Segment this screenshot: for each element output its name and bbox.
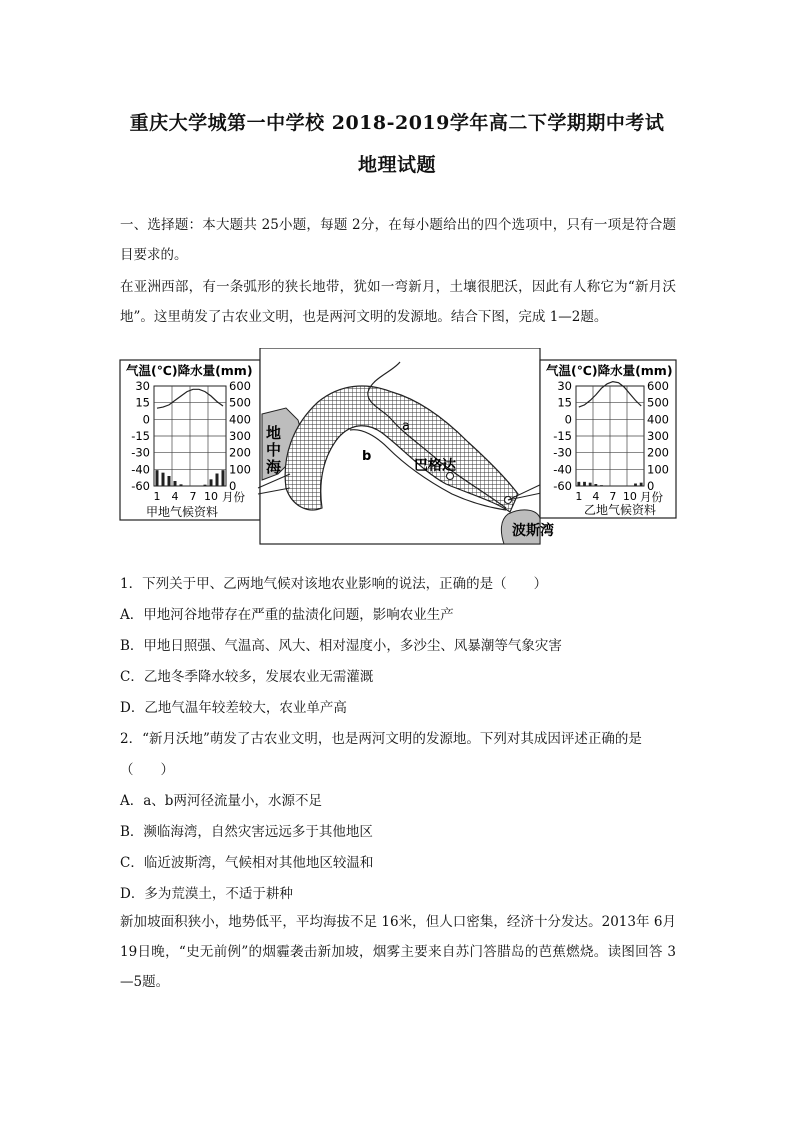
l-precip-tick: 400 [229,412,251,427]
climate-right-caption: 乙地气候资料 [584,503,657,517]
r-precip-bar [640,483,643,486]
l-precip-tick: 200 [229,445,251,460]
l-month-tick: 1 [153,490,161,503]
l-month-tick: 10 [204,490,218,503]
r-precip-bar [600,485,603,486]
r-temp-tick: 0 [564,412,572,427]
r-precip-tick: 400 [647,412,669,427]
l-precip-bar [162,473,165,486]
climate-left-header: 气温(℃)降水量(mm) [126,363,253,378]
r-precip-tick: 0 [647,479,655,493]
r-precip-bar [583,482,586,486]
l-precip-tick: 100 [229,462,251,477]
l-precip-bar [180,484,183,486]
q2-option-b: B．濒临海湾，自然灾害远远多于其他地区 [120,824,373,840]
l-precip-bar [216,474,219,487]
r-precip-bar [594,484,597,486]
r-precip-bar [628,486,631,487]
l-precip-tick: 0 [229,479,237,493]
label-persian-gulf: 波斯湾 [512,523,554,539]
r-precip-bar [589,483,592,486]
label-mediterranean-2: 中 [266,441,282,459]
q1-option-d: D．乙地气温年较差较大，农业单产高 [120,700,347,716]
l-precip-tick: 300 [229,429,251,443]
r-temp-tick: -30 [553,445,572,460]
q2-stem-blank: （ ） [120,762,174,778]
r-month-tick: 10 [622,490,637,503]
climate-right-header: 气温(℃)降水量(mm) [546,363,673,378]
page-title: 重庆大学城第一中学校 2018-2019学年高二下学期期中考试 [129,112,665,134]
l-temp-tick: -30 [131,445,150,460]
l-precip-tick: 500 [229,395,251,410]
climate-left-month-unit: 月份 [222,490,245,504]
l-month-tick: 4 [171,490,179,503]
r-temp-tick: 15 [557,395,572,410]
l-month-tick: 7 [189,490,197,503]
q1-option-b: B．甲地日照强、气温高、风大、相对湿度小，多沙尘、风暴潮等气象灾害 [120,638,562,654]
l-temp-tick: 30 [135,379,150,393]
r-temp-tick: -60 [553,479,572,493]
figure-fertile-crescent [0,348,794,548]
r-precip-bar [577,482,580,486]
label-mediterranean-3: 海 [266,458,282,476]
l-temp-tick: 15 [135,395,150,410]
q1-option-c: C．乙地冬季降水较多，发展农业无需灌溉 [120,669,374,685]
l-precip-bar [210,479,213,486]
r-month-tick: 1 [575,490,583,503]
l-temp-tick: 0 [142,412,150,427]
r-month-tick: 4 [592,490,600,503]
r-temp-tick: -15 [553,429,572,443]
r-month-tick: 7 [609,490,617,503]
label-baghdad: 巴格达 [414,458,456,474]
l-precip-tick: 600 [229,379,251,393]
passage-singapore: 新加坡面积狭小，地势低平，平均海拔不足 16米，但人口密集，经济十分发达。2013年 6月 19日晚，“史无前例”的烟霾袭击新加坡，烟雾主要来自苏门答腊岛的芭蕉燃烧。读图回答 3—5题。 [120,914,676,990]
r-temp-tick: -40 [553,462,572,477]
q2-option-c: C．临近波斯湾，气候相对其他地区较温和 [120,855,374,871]
l-precip-bar [222,470,225,486]
q1-stem: 1．下列关于甲、乙两地气候对该地农业影响的说法，正确的是（ ） [120,576,548,592]
intro-paragraph: 在亚洲西部，有一条弧形的狭长地带，犹如一弯新月，土壤很肥沃，因此有人称它为“新月沃地”。这里萌发了古农业文明，也是两河文明的发源地。结合下图，完成 1—2题。 [120,279,676,325]
climate-left-caption: 甲地气候资料 [146,505,219,519]
q2-stem: 2．“新月沃地”萌发了古农业文明，也是两河文明的发源地。下列对其成因评述正确的是 [120,731,642,747]
l-temp-tick: -15 [131,429,150,443]
label-mediterranean-1: 地 [266,424,282,442]
l-precip-bar [204,485,207,486]
climate-right-month-unit: 月份 [640,490,663,504]
q2-option-d: D．多为荒漠土，不适于耕种 [120,886,293,902]
r-precip-tick: 100 [647,462,669,477]
l-temp-tick: -40 [131,462,150,477]
l-temp-tick: -60 [131,479,150,493]
page-subtitle: 地理试题 [357,154,436,176]
r-temp-tick: 30 [557,379,572,393]
q1-option-a: A．甲地河谷地带存在严重的盐渍化问题，影响农业生产 [120,607,454,623]
l-precip-bar [156,470,159,486]
section-instructions: 一、选择题：本大题共 25小题，每题 2分，在每小题给出的四个选项中，只有一项是符合题目要求的。 [120,217,676,263]
r-precip-tick: 200 [647,445,669,460]
l-precip-bar [174,481,177,486]
r-precip-bar [634,484,637,487]
l-precip-bar [168,476,171,486]
r-precip-tick: 600 [647,379,669,393]
climate-left-pticks [229,379,251,493]
r-precip-tick: 300 [647,429,669,443]
r-precip-tick: 500 [647,395,669,410]
q2-option-a: A．a、b两河径流量小，水源不足 [120,793,322,809]
label-river-b: b [362,449,372,464]
label-river-a: a [402,419,410,434]
